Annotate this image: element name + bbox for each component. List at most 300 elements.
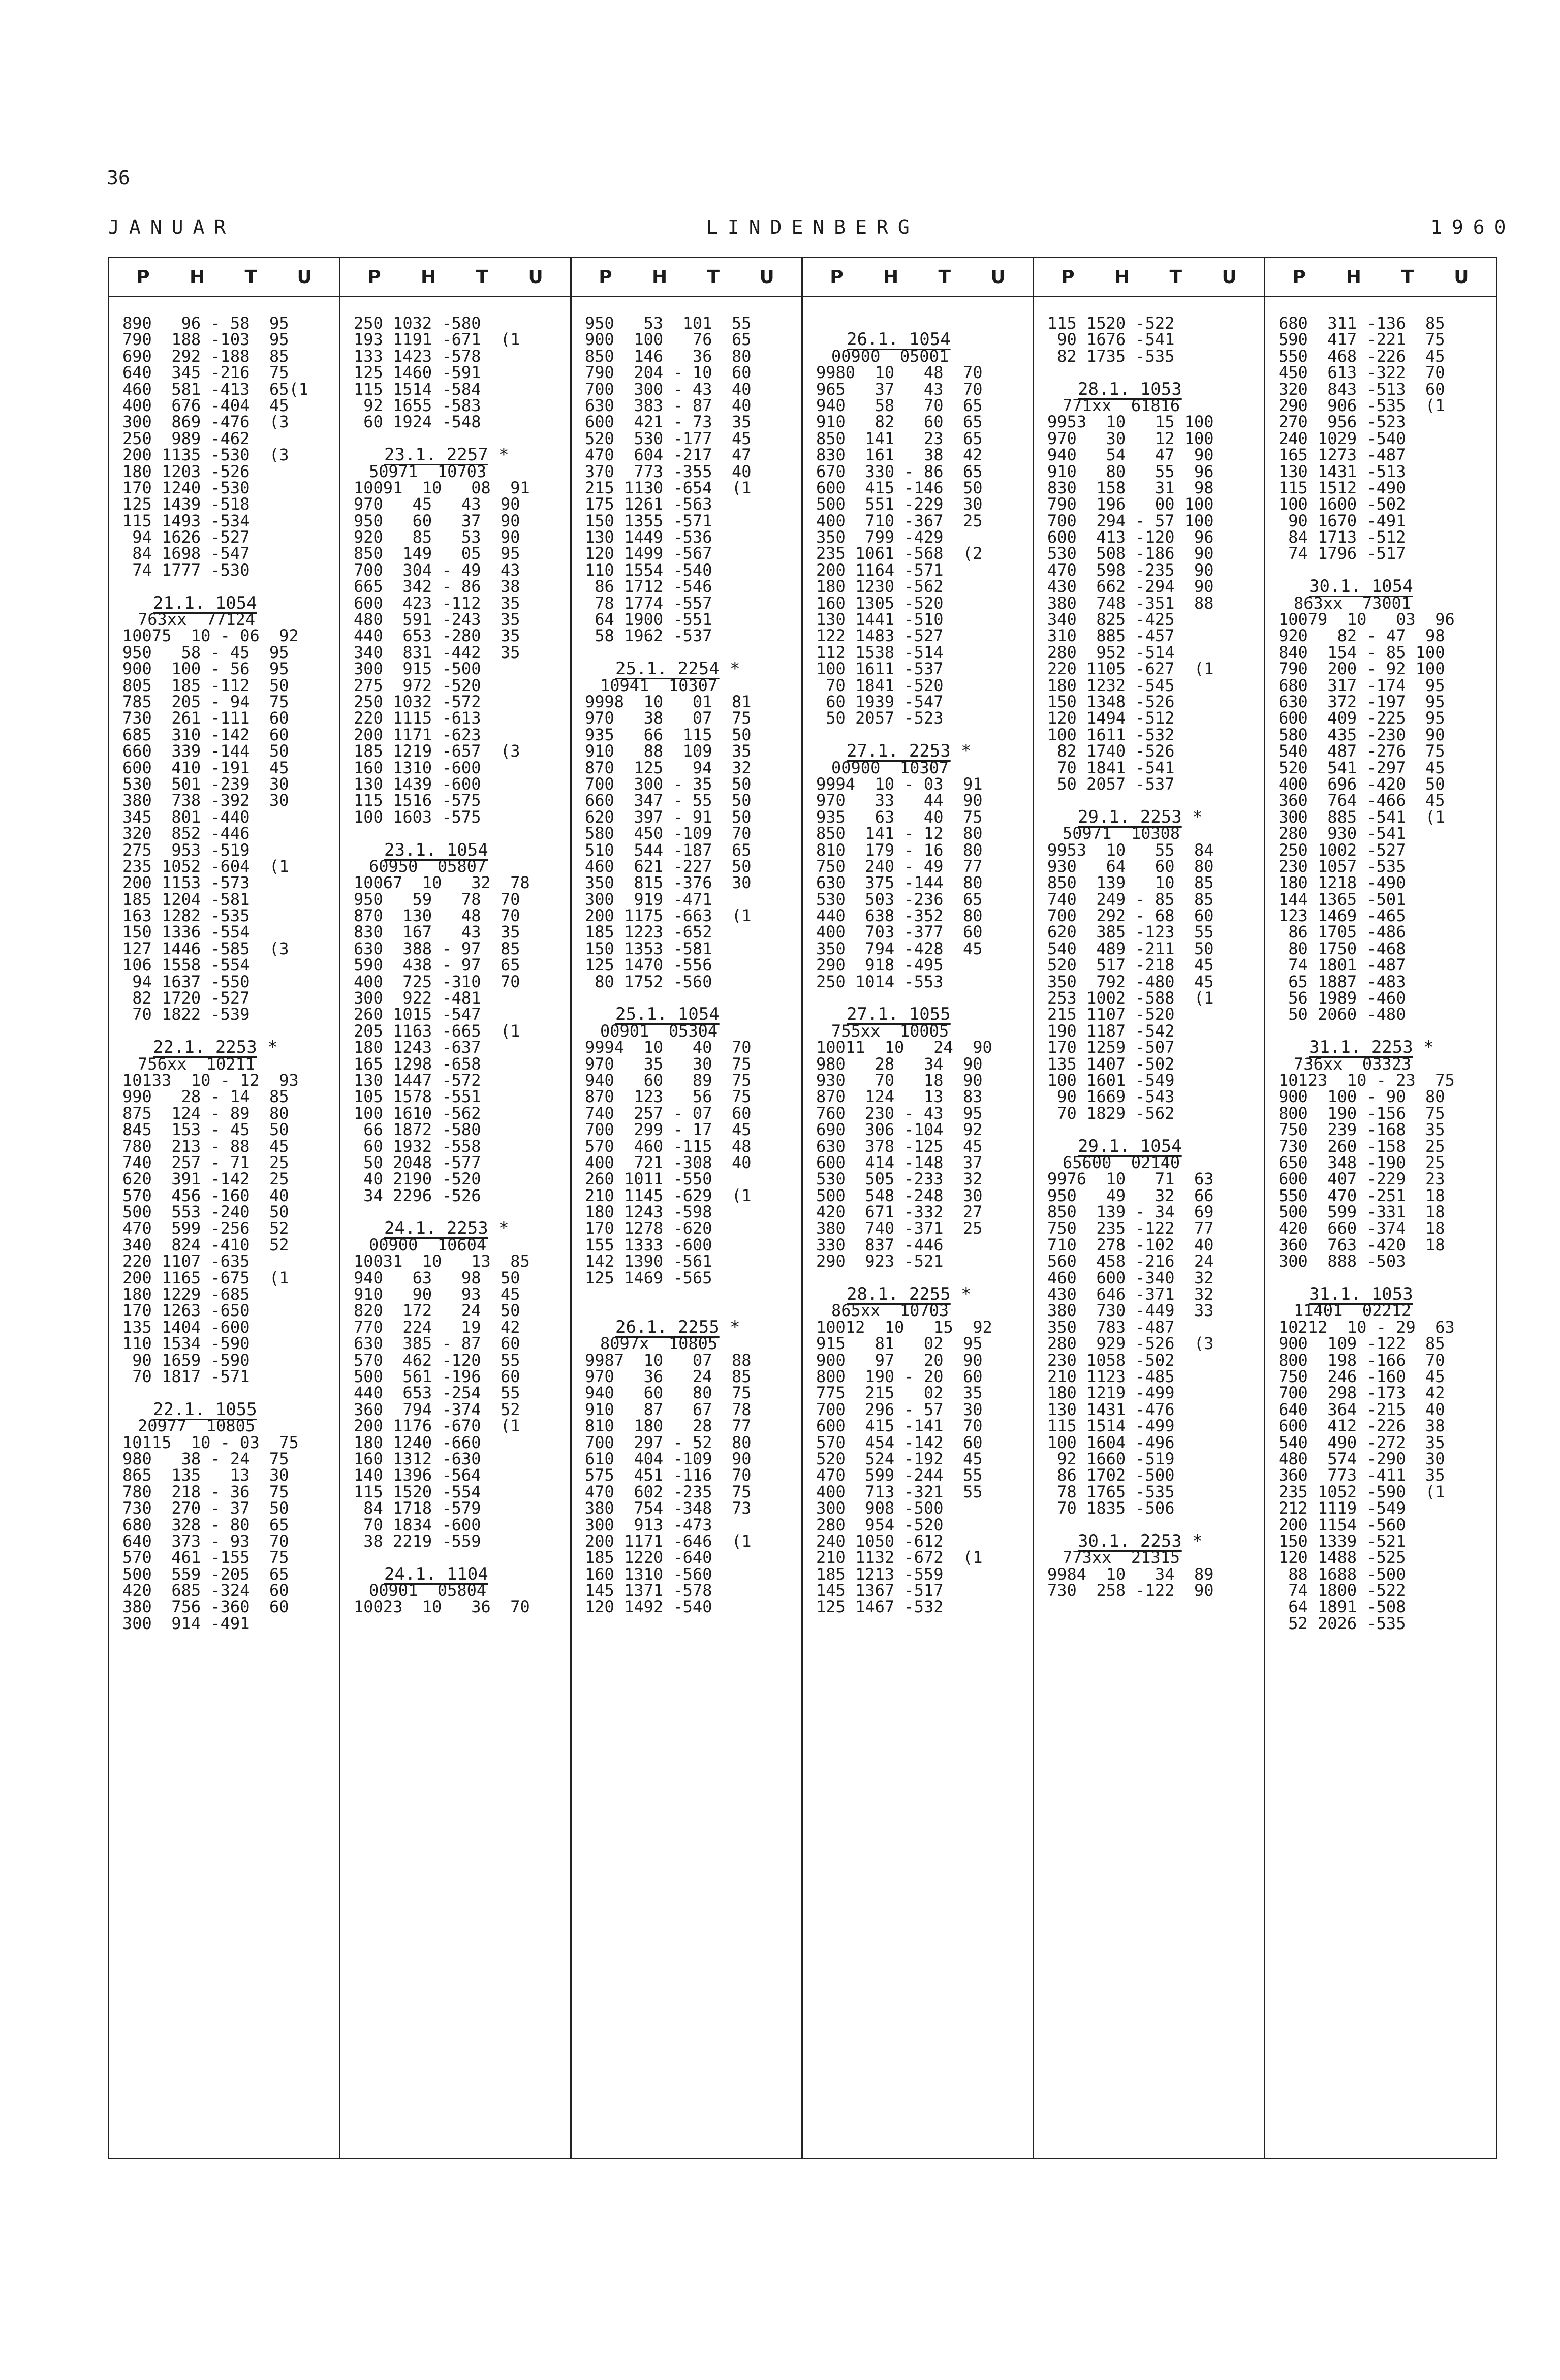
table-row: 74 1800 -522 (1278, 1581, 1406, 1601)
table-row: 84 1698 -547 (122, 544, 250, 563)
table-row: 185 1213 -559 (816, 1564, 944, 1584)
table-row: 290 918 -495 (816, 955, 944, 975)
table-row: 510 544 -187 65 (585, 840, 752, 860)
table-row: 520 541 -297 45 (1278, 758, 1445, 777)
table-row: 115 1514 -499 (1047, 1416, 1175, 1436)
table-row: 193 1191 -671 (1 (354, 330, 520, 350)
table-row: 40 2190 -520 (354, 1169, 481, 1189)
table-row: 50 2057 -537 (1047, 774, 1175, 794)
table-row: 940 60 80 75 (585, 1383, 752, 1403)
table-row: 685 310 -142 60 (122, 725, 289, 744)
table-row: 50 2057 -523 (816, 708, 944, 728)
table-row: 500 553 -240 50 (122, 1202, 289, 1222)
table-row: 970 45 43 90 (354, 494, 520, 514)
table-row: 110 1534 -590 (122, 1334, 250, 1354)
table-row: 320 852 -446 (122, 824, 250, 843)
table-row: 270 956 -523 (1278, 412, 1406, 432)
table-row: 210 1132 -672 (1 (816, 1548, 983, 1568)
table-row: 700 298 -173 42 (1278, 1383, 1445, 1403)
sounding-title: 26.1. 1054 (847, 329, 951, 350)
sounding-code: 736xx 03323 (1294, 1054, 1412, 1074)
table-row: 575 451 -116 70 (585, 1465, 752, 1485)
table-row: 380 738 -392 30 (122, 791, 289, 810)
column-header-label: P (1292, 266, 1306, 288)
table-row: 56 1989 -460 (1278, 988, 1406, 1008)
table-row: 350 792 -480 45 (1047, 972, 1214, 991)
table-row: 220 1115 -613 (354, 708, 481, 728)
table-row: 10011 10 24 90 (816, 1038, 992, 1057)
table-row: 74 1777 -530 (122, 560, 250, 580)
table-row: 730 258 -122 90 (1047, 1581, 1214, 1601)
table-row: 700 294 - 57 100 (1047, 511, 1214, 530)
table-row: 150 1339 -521 (1278, 1531, 1406, 1551)
table-row: 970 38 07 75 (585, 708, 752, 728)
table-row: 250 1032 -580 (354, 314, 481, 333)
table-row: 200 1175 -663 (1 (585, 906, 752, 926)
sounding-title: 22.1. 1055 (153, 1399, 257, 1420)
table-row: 70 1829 -562 (1047, 1103, 1175, 1123)
table-row: 400 696 -420 50 (1278, 774, 1445, 794)
table-row: 250 1032 -572 (354, 692, 481, 711)
column-body (803, 315, 1033, 1615)
table-row: 940 54 47 90 (1047, 445, 1214, 465)
sounding-title: 26.1. 2255 * (615, 1317, 740, 1337)
table-row: 620 385 -123 55 (1047, 922, 1214, 942)
table-row: 200 1164 -571 (816, 560, 944, 580)
table-row: 800 190 -156 75 (1278, 1103, 1445, 1123)
table-row: 260 1015 -547 (354, 1005, 481, 1024)
table-row: 470 599 -256 52 (122, 1218, 289, 1238)
table-row: 990 28 - 14 85 (122, 1087, 289, 1107)
column-body (109, 315, 339, 1632)
table-row: 530 508 -186 90 (1047, 544, 1214, 563)
column-header-label: H (190, 266, 205, 288)
column-header-label: P (1061, 266, 1075, 288)
table-row: 600 413 -120 96 (1047, 527, 1214, 547)
table-row: 9953 10 55 84 (1047, 840, 1214, 860)
table-row: 150 1355 -571 (585, 511, 712, 530)
table-row: 300 922 -481 (354, 988, 481, 1008)
table-row: 940 60 89 75 (585, 1070, 752, 1090)
sounding-title: 24.1. 2253 * (384, 1218, 509, 1239)
sounding-title: 31.1. 1053 (1309, 1284, 1413, 1305)
table-column (803, 258, 1034, 2158)
sounding-code: 11401 02212 (1294, 1301, 1412, 1321)
table-row: 900 100 - 90 80 (1278, 1087, 1445, 1107)
table-row: 550 468 -226 45 (1278, 346, 1445, 366)
sounding-title: 25.1. 1054 (615, 1004, 720, 1025)
table-row: 66 1872 -580 (354, 1120, 481, 1140)
table-row: 805 185 -112 50 (122, 675, 289, 695)
table-row: 900 109 -122 85 (1278, 1334, 1445, 1354)
table-row: 360 764 -466 45 (1278, 791, 1445, 810)
sounding-code: 20977 10805 (138, 1416, 256, 1436)
table-row: 600 410 -191 45 (122, 758, 289, 777)
table-row: 210 1123 -485 (1047, 1367, 1175, 1386)
table-row: 380 740 -371 25 (816, 1218, 983, 1238)
column-header-label: U (759, 266, 774, 288)
table-row: 500 599 -331 18 (1278, 1202, 1445, 1222)
table-row: 120 1488 -525 (1278, 1548, 1406, 1568)
table-row: 82 1720 -527 (122, 988, 250, 1008)
table-row: 135 1404 -600 (122, 1317, 250, 1337)
table-row: 750 235 -122 77 (1047, 1218, 1214, 1238)
table-row: 900 100 76 65 (585, 330, 752, 350)
table-row: 790 204 - 10 60 (585, 363, 752, 383)
table-row: 640 373 - 93 70 (122, 1531, 289, 1551)
table-row: 50 2060 -480 (1278, 1005, 1406, 1024)
table-row: 290 923 -521 (816, 1251, 944, 1271)
table-row: 115 1516 -575 (354, 791, 481, 810)
table-row: 160 1305 -520 (816, 593, 944, 613)
table-row: 145 1367 -517 (816, 1581, 944, 1601)
table-row: 910 90 93 45 (354, 1285, 520, 1304)
table-row: 205 1163 -665 (1 (354, 1021, 520, 1041)
sounding-title: 30.1. 1054 (1309, 576, 1413, 597)
table-row: 400 676 -404 45 (122, 395, 289, 415)
table-column (1034, 258, 1265, 2158)
sounding-code: 00901 05304 (600, 1021, 718, 1041)
table-row: 380 754 -348 73 (585, 1498, 752, 1518)
header-station: LINDENBERG (706, 216, 919, 238)
table-row: 130 1449 -536 (585, 527, 712, 547)
table-row: 440 638 -352 80 (816, 906, 983, 926)
table-row: 570 456 -160 40 (122, 1185, 289, 1205)
table-row: 52 2026 -535 (1278, 1613, 1406, 1633)
column-header-label: H (1114, 266, 1130, 288)
spacer (572, 1286, 801, 1302)
table-row: 600 421 - 73 35 (585, 412, 752, 432)
table-row: 180 1243 -637 (354, 1038, 481, 1057)
table-row: 470 598 -235 90 (1047, 560, 1214, 580)
table-row: 420 660 -374 18 (1278, 1218, 1445, 1238)
table-row: 175 1261 -563 (585, 494, 712, 514)
table-row: 650 348 -190 25 (1278, 1152, 1445, 1172)
table-row: 400 713 -321 55 (816, 1482, 983, 1501)
table-row: 210 1145 -629 (1 (585, 1185, 752, 1205)
column-header (340, 258, 570, 297)
table-row: 92 1660 -519 (1047, 1449, 1175, 1468)
table-row: 300 915 -500 (354, 659, 481, 679)
table-row: 320 843 -513 60 (1278, 379, 1445, 399)
table-row: 520 524 -192 45 (816, 1449, 983, 1468)
column-header-label: T (244, 266, 258, 288)
table-row: 870 125 94 32 (585, 758, 752, 777)
table-row: 235 1061 -568 (2 (816, 544, 983, 563)
table-row: 94 1637 -550 (122, 972, 250, 991)
table-row: 360 773 -411 35 (1278, 1465, 1445, 1485)
sounding-code: 865xx 10703 (831, 1301, 949, 1321)
table-row: 590 438 - 97 65 (354, 955, 520, 975)
table-row: 300 914 -491 (122, 1613, 250, 1633)
table-row: 920 85 53 90 (354, 527, 520, 547)
table-row: 850 146 36 80 (585, 346, 752, 366)
table-row: 253 1002 -588 (1 (1047, 988, 1214, 1008)
table-row: 570 461 -155 75 (122, 1548, 289, 1568)
table-row: 875 124 - 89 80 (122, 1103, 289, 1123)
table-row: 600 409 -225 95 (1278, 708, 1445, 728)
table-row: 400 710 -367 25 (816, 511, 983, 530)
table-row: 165 1298 -658 (354, 1054, 481, 1074)
table-row: 230 1058 -502 (1047, 1350, 1175, 1370)
sounding-title: 23.1. 2257 * (384, 445, 509, 465)
table-row: 470 604 -217 47 (585, 445, 752, 465)
table-row: 460 581 -413 65(1 (122, 379, 309, 399)
table-row: 200 1171 -623 (354, 725, 481, 744)
sounding-code: 10941 10307 (600, 675, 718, 695)
table-row: 775 215 02 35 (816, 1383, 983, 1403)
table-row: 630 385 - 87 60 (354, 1334, 520, 1354)
table-row: 500 548 -248 30 (816, 1185, 983, 1205)
table-row: 440 653 -254 55 (354, 1383, 520, 1403)
table-row: 400 721 -308 40 (585, 1152, 752, 1172)
table-row: 910 88 109 35 (585, 741, 752, 761)
table-row: 480 591 -243 35 (354, 610, 520, 630)
table-row: 750 239 -168 35 (1278, 1120, 1445, 1140)
table-row: 10023 10 36 70 (354, 1597, 530, 1617)
sounding-title: 25.1. 2254 * (615, 659, 740, 679)
table-row: 86 1702 -500 (1047, 1465, 1175, 1485)
sounding-title: 29.1. 1054 (1078, 1136, 1182, 1156)
sounding-title: 22.1. 2253 * (153, 1037, 278, 1058)
table-column (1265, 258, 1496, 2158)
table-row: 300 919 -471 (585, 889, 712, 909)
table-row: 150 1336 -554 (122, 922, 250, 942)
table-row: 380 730 -449 33 (1047, 1301, 1214, 1321)
table-column (109, 258, 340, 2158)
table-row: 300 885 -541 (1 (1278, 807, 1445, 827)
table-row: 106 1558 -554 (122, 955, 250, 975)
table-row: 160 1310 -560 (585, 1564, 712, 1584)
table-row: 350 783 -487 (1047, 1317, 1175, 1337)
table-row: 115 1493 -534 (122, 511, 250, 530)
table-row: 740 249 - 85 85 (1047, 889, 1214, 909)
table-row: 10133 10 - 12 93 (122, 1070, 299, 1090)
table-row: 940 63 98 50 (354, 1268, 520, 1288)
sounding-code: 00900 10307 (831, 758, 949, 777)
table-row: 610 404 -109 90 (585, 1449, 752, 1468)
table-row: 10091 10 08 91 (354, 478, 530, 497)
table-row: 380 756 -360 60 (122, 1597, 289, 1617)
table-row: 70 1834 -600 (354, 1515, 481, 1535)
table-row: 115 1520 -554 (354, 1482, 481, 1501)
table-row: 280 929 -526 (3 (1047, 1334, 1214, 1354)
table-row: 112 1538 -514 (816, 642, 944, 662)
table-row: 74 1796 -517 (1278, 544, 1406, 563)
table-row: 600 415 -146 50 (816, 478, 983, 497)
table-row: 180 1243 -598 (585, 1202, 712, 1222)
table-column (340, 258, 572, 2158)
table-row: 50 2048 -577 (354, 1152, 481, 1172)
table-row: 590 417 -221 75 (1278, 330, 1445, 350)
table-row: 970 35 30 75 (585, 1054, 752, 1074)
table-row: 540 489 -211 50 (1047, 938, 1214, 958)
column-header-label: P (367, 266, 381, 288)
table-row: 160 1310 -600 (354, 758, 481, 777)
table-row: 900 100 - 56 95 (122, 659, 289, 679)
table-row: 660 347 - 55 50 (585, 791, 752, 810)
table-row: 60 1932 -558 (354, 1136, 481, 1156)
table-row: 100 1603 -575 (354, 807, 481, 827)
table-row: 810 180 28 77 (585, 1416, 752, 1436)
table-row: 10079 10 03 96 (1278, 610, 1455, 630)
table-row: 830 161 38 42 (816, 445, 983, 465)
table-row: 710 278 -102 40 (1047, 1235, 1214, 1255)
column-header-label: H (883, 266, 899, 288)
table-row: 780 213 - 88 45 (122, 1136, 289, 1156)
table-row: 470 602 -235 75 (585, 1482, 752, 1501)
table-row: 600 415 -141 70 (816, 1416, 983, 1436)
table-row: 300 913 -473 (585, 1515, 712, 1535)
table-row: 965 37 43 70 (816, 379, 983, 399)
sounding-code: 771xx 61816 (1063, 395, 1180, 415)
table-row: 330 837 -446 (816, 1235, 944, 1255)
table-row: 845 153 - 45 50 (122, 1120, 289, 1140)
table-row: 170 1263 -650 (122, 1301, 250, 1321)
table-row: 600 423 -112 35 (354, 593, 520, 613)
table-row: 820 172 24 50 (354, 1301, 520, 1321)
table-row: 360 794 -374 52 (354, 1399, 520, 1419)
sounding-title: 30.1. 2253 * (1078, 1530, 1203, 1551)
table-row: 90 1670 -491 (1278, 511, 1406, 530)
column-header (1265, 258, 1496, 297)
table-row: 730 270 - 37 50 (122, 1498, 289, 1518)
header-year: 1960 (1430, 216, 1516, 238)
page-number: 36 (107, 167, 130, 189)
table-row: 70 1841 -541 (1047, 758, 1175, 777)
table-row: 170 1240 -530 (122, 478, 250, 497)
sounding-title: 27.1. 2253 * (847, 741, 972, 762)
sounding-code: 00900 10604 (369, 1235, 487, 1255)
table-row: 580 435 -230 90 (1278, 725, 1445, 744)
table-row: 900 97 20 90 (816, 1350, 983, 1370)
table-row: 290 906 -535 (1 (1278, 395, 1445, 415)
table-row: 700 296 - 57 30 (816, 1399, 983, 1419)
table-row: 127 1446 -585 (3 (122, 938, 289, 958)
table-row: 420 671 -332 27 (816, 1202, 983, 1222)
table-row: 80 1752 -560 (585, 972, 712, 991)
table-row: 144 1365 -501 (1278, 889, 1406, 909)
table-row: 840 154 - 85 100 (1278, 642, 1445, 662)
table-row: 370 773 -355 40 (585, 461, 752, 481)
column-header-label: U (1222, 266, 1237, 288)
table-row: 122 1483 -527 (816, 626, 944, 646)
table-row: 950 59 78 70 (354, 889, 520, 909)
table-row: 230 1057 -535 (1278, 856, 1406, 876)
table-row: 500 551 -229 30 (816, 494, 983, 514)
table-row: 750 246 -160 45 (1278, 1367, 1445, 1386)
column-header-label: U (297, 266, 312, 288)
table-row: 74 1801 -487 (1278, 955, 1406, 975)
table-row: 980 38 - 24 75 (122, 1449, 289, 1468)
table-row: 64 1891 -508 (1278, 1597, 1406, 1617)
table-row: 185 1219 -657 (3 (354, 741, 520, 761)
table-row: 212 1119 -549 (1278, 1498, 1406, 1518)
table-row: 930 64 60 80 (1047, 856, 1214, 876)
table-row: 100 1600 -502 (1278, 494, 1406, 514)
table-row: 850 139 - 34 69 (1047, 1202, 1214, 1222)
table-row: 84 1718 -579 (354, 1498, 481, 1518)
table-row: 620 397 - 91 50 (585, 807, 752, 827)
table-row: 920 82 - 47 98 (1278, 626, 1445, 646)
table-column (572, 258, 803, 2158)
table-row: 400 703 -377 60 (816, 922, 983, 942)
table-row: 640 345 -216 75 (122, 363, 289, 383)
table-row: 9998 10 01 81 (585, 692, 752, 711)
table-row: 105 1578 -551 (354, 1087, 481, 1107)
sounding-title: 24.1. 1104 (384, 1563, 488, 1584)
table-row: 850 141 - 12 80 (816, 824, 983, 843)
table-row: 125 1467 -532 (816, 1597, 944, 1617)
table-row: 480 574 -290 30 (1278, 1449, 1445, 1468)
table-row: 84 1713 -512 (1278, 527, 1406, 547)
table-row: 200 1171 -646 (1 (585, 1531, 752, 1551)
table-row: 64 1900 -551 (585, 610, 712, 630)
table-row: 135 1407 -502 (1047, 1054, 1175, 1074)
table-row: 130 1441 -510 (816, 610, 944, 630)
table-row: 550 470 -251 18 (1278, 1185, 1445, 1205)
table-row: 115 1514 -584 (354, 379, 481, 399)
table-row: 935 66 115 50 (585, 725, 752, 744)
table-row: 630 388 - 97 85 (354, 938, 520, 958)
column-body (572, 315, 801, 1615)
table-row: 970 33 44 90 (816, 791, 983, 810)
column-header-label: U (528, 266, 543, 288)
table-row: 620 391 -142 25 (122, 1169, 289, 1189)
table-row: 700 292 - 68 60 (1047, 906, 1214, 926)
table-row: 570 454 -142 60 (816, 1432, 983, 1452)
column-body (340, 315, 570, 1615)
table-row: 600 414 -148 37 (816, 1152, 983, 1172)
table-row: 180 1219 -499 (1047, 1383, 1175, 1403)
table-row: 345 801 -440 (122, 807, 250, 827)
table-row: 935 63 40 75 (816, 807, 983, 827)
table-row: 240 1050 -612 (816, 1531, 944, 1551)
table-row: 280 930 -541 (1278, 824, 1406, 843)
table-row: 870 124 13 83 (816, 1087, 983, 1107)
table-row: 10031 10 13 85 (354, 1251, 530, 1271)
table-row: 700 299 - 17 45 (585, 1120, 752, 1140)
table-row: 570 462 -120 55 (354, 1350, 520, 1370)
table-row: 100 1601 -549 (1047, 1070, 1175, 1090)
table-row: 800 190 - 20 60 (816, 1367, 983, 1386)
table-row: 785 205 - 94 75 (122, 692, 289, 711)
sounding-title: 21.1. 1054 (153, 592, 257, 613)
table-row: 70 1835 -506 (1047, 1498, 1175, 1518)
table-row: 9984 10 34 89 (1047, 1564, 1214, 1584)
header-month: JANUAR (108, 216, 236, 238)
table-row: 142 1390 -561 (585, 1251, 712, 1271)
table-row: 94 1626 -527 (122, 527, 250, 547)
table-row: 100 1604 -496 (1047, 1432, 1175, 1452)
table-row: 250 989 -462 (122, 428, 250, 448)
table-row: 115 1512 -490 (1278, 478, 1406, 497)
table-row: 460 600 -340 32 (1047, 1268, 1214, 1288)
table-row: 160 1312 -630 (354, 1449, 481, 1468)
table-row: 130 1431 -476 (1047, 1399, 1175, 1419)
column-header-label: H (652, 266, 668, 288)
table-row: 520 530 -177 45 (585, 428, 752, 448)
table-row: 970 30 12 100 (1047, 428, 1214, 448)
table-row: 730 261 -111 60 (122, 708, 289, 728)
table-row: 680 317 -174 95 (1278, 675, 1445, 695)
table-row: 700 304 - 49 43 (354, 560, 520, 580)
column-header-label: T (938, 266, 951, 288)
sounding-code: 00901 05804 (369, 1581, 487, 1601)
table-row: 760 230 - 43 95 (816, 1103, 983, 1123)
table-row: 300 869 -476 (3 (122, 412, 289, 432)
table-row: 120 1494 -512 (1047, 708, 1175, 728)
